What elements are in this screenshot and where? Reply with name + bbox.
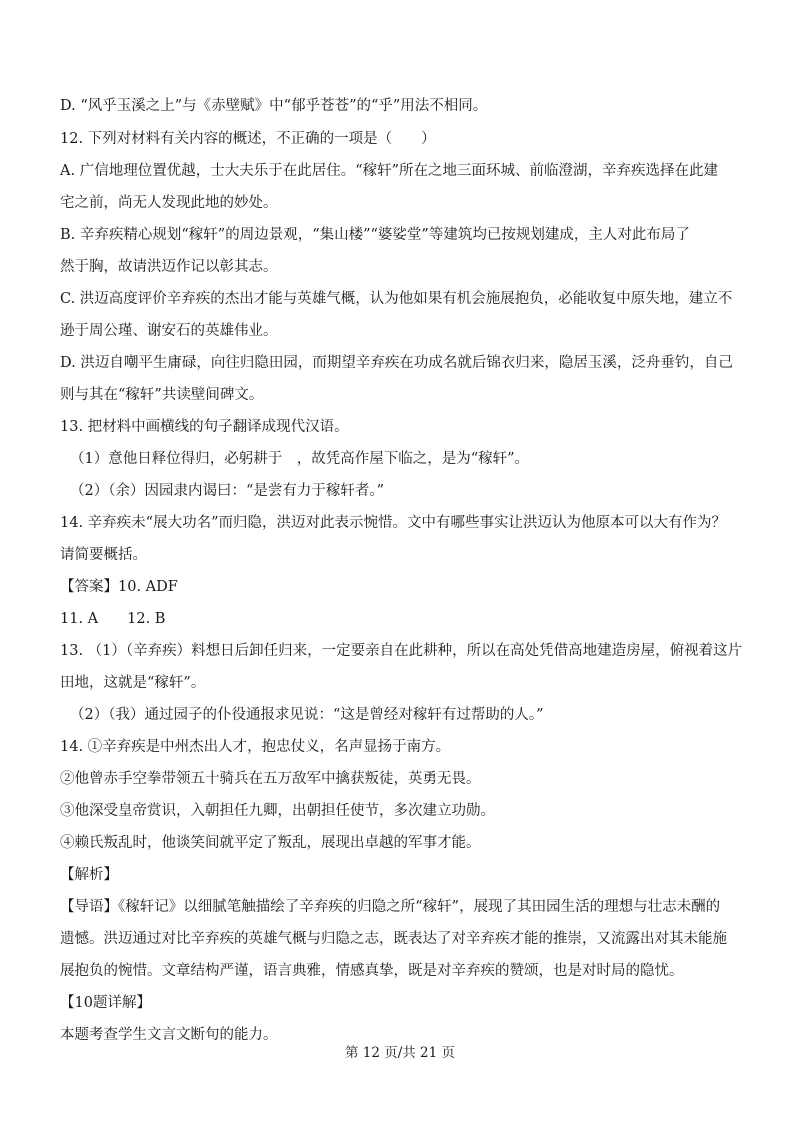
q12-option-c-line-1: C. 洪迈高度评价辛弃疾的杰出才能与英雄气概，认为他如果有机会施展抱负，必能收复中原失地，建立不 bbox=[60, 291, 733, 307]
q12-option-d-line-2: 则与其在“稼轩”共读壁间碑文。 bbox=[60, 387, 264, 403]
option-d-line: D. “风乎玉溪之上”与《赤壁赋》中“郁乎苍苍”的“乎”用法不相同。 bbox=[60, 98, 488, 114]
q12-option-b-line-2: 然于胸，故请洪迈作记以彰其志。 bbox=[60, 259, 278, 275]
answer-14-point-3: ③他深受皇帝赏识，入朝担任九卿，出朝担任使节，多次建立功勋。 bbox=[60, 803, 495, 819]
answer-13-1-line-2: 田地，这就是“稼轩”。 bbox=[60, 675, 206, 691]
q10-detail-heading: 【10题详解】 bbox=[60, 995, 151, 1011]
page-number-footer: 第 12 页/共 21 页 bbox=[344, 1045, 456, 1061]
guide-paragraph-line-1: 【导语】《稼轩记》以细腻笔触描绘了辛弃疾的归隐之所“稼轩”，展现了其田园生活的理想与壮志未酬的 bbox=[60, 899, 721, 915]
question-13-stem: 13. 把材料中画横线的句子翻译成现代汉语。 bbox=[60, 419, 349, 435]
question-12-stem: 12. 下列对材料有关内容的概述，不正确的一项是（ ） bbox=[60, 131, 436, 147]
q12-option-b-line-1: B. 辛弃疾精心规划“稼轩”的周边景观，“集山楼”“婆娑堂”等建筑均已按规划建成，主人对此布局了 bbox=[60, 227, 690, 243]
question-14-stem-line-1: 14. 辛弃疾未“展大功名”而归隐，洪迈对此表示惋惜。文中有哪些事实让洪迈认为他原本可以大有作为？ bbox=[60, 515, 726, 531]
guide-paragraph-line-2: 遗憾。洪迈通过对比辛弃疾的英雄气概与归隐之志，既表达了对辛弃疾才能的推崇，又流露出对其未能施 bbox=[60, 931, 727, 947]
q13-sentence-1: （1）意他日释位得归，必躬耕于 ，故凭高作屋下临之，是为“稼轩”。 bbox=[70, 451, 530, 467]
q13-sentence-2: （2）（余）因园隶内谒曰：“是尝有力于稼轩者。” bbox=[70, 483, 385, 499]
answer-13-2: （2）（我）通过园子的仆役通报求见说：“这是曾经对稼轩有过帮助的人。” bbox=[70, 707, 544, 723]
answer-14-point-1: 14. ①辛弃疾是中州杰出人才，抱忠仗义，名声显扬于南方。 bbox=[60, 739, 451, 755]
analysis-heading: 【解析】 bbox=[60, 867, 118, 883]
answer-14-point-2: ②他曾赤手空拳带领五十骑兵在五万敌军中擒获叛徒，英勇无畏。 bbox=[60, 771, 481, 787]
answer-11-12: 11. A 12. B bbox=[60, 611, 166, 627]
answer-heading: 【答案】10. ADF bbox=[60, 579, 178, 595]
q10-detail-text: 本题考查学生文言文断句的能力。 bbox=[60, 1027, 278, 1043]
answer-14-point-4: ④赖氏叛乱时，他谈笑间就平定了叛乱，展现出卓越的军事才能。 bbox=[60, 835, 481, 851]
q12-option-c-line-2: 逊于周公瑾、谢安石的英雄伟业。 bbox=[60, 323, 278, 339]
q12-option-d-line-1: D. 洪迈自嘲平生庸碌，向往归隐田园，而期望辛弃疾在功成名就后锦衣归来，隐居玉溪，泛舟垂钓，自己 bbox=[60, 355, 733, 371]
q12-option-a-line-1: A. 广信地理位置优越，士大夫乐于在此居住。“稼轩”所在之地三面环城、前临澄湖，辛弃疾选择在此建 bbox=[60, 163, 719, 179]
q12-option-a-line-2: 宅之前，尚无人发现此地的妙处。 bbox=[60, 195, 278, 211]
guide-paragraph-line-3: 展抱负的惋惜。文章结构严谨，语言典雅，情感真挚，既是对辛弃疾的赞颂，也是对时局的隐忧。 bbox=[60, 963, 684, 979]
answer-13-1-line-1: 13. （1）（辛弃疾）料想日后卸任归来，一定要亲自在此耕种，所以在高处凭借高地建造房屋，俯视着这片 bbox=[60, 643, 743, 659]
question-14-stem-line-2: 请简要概括。 bbox=[60, 547, 147, 563]
